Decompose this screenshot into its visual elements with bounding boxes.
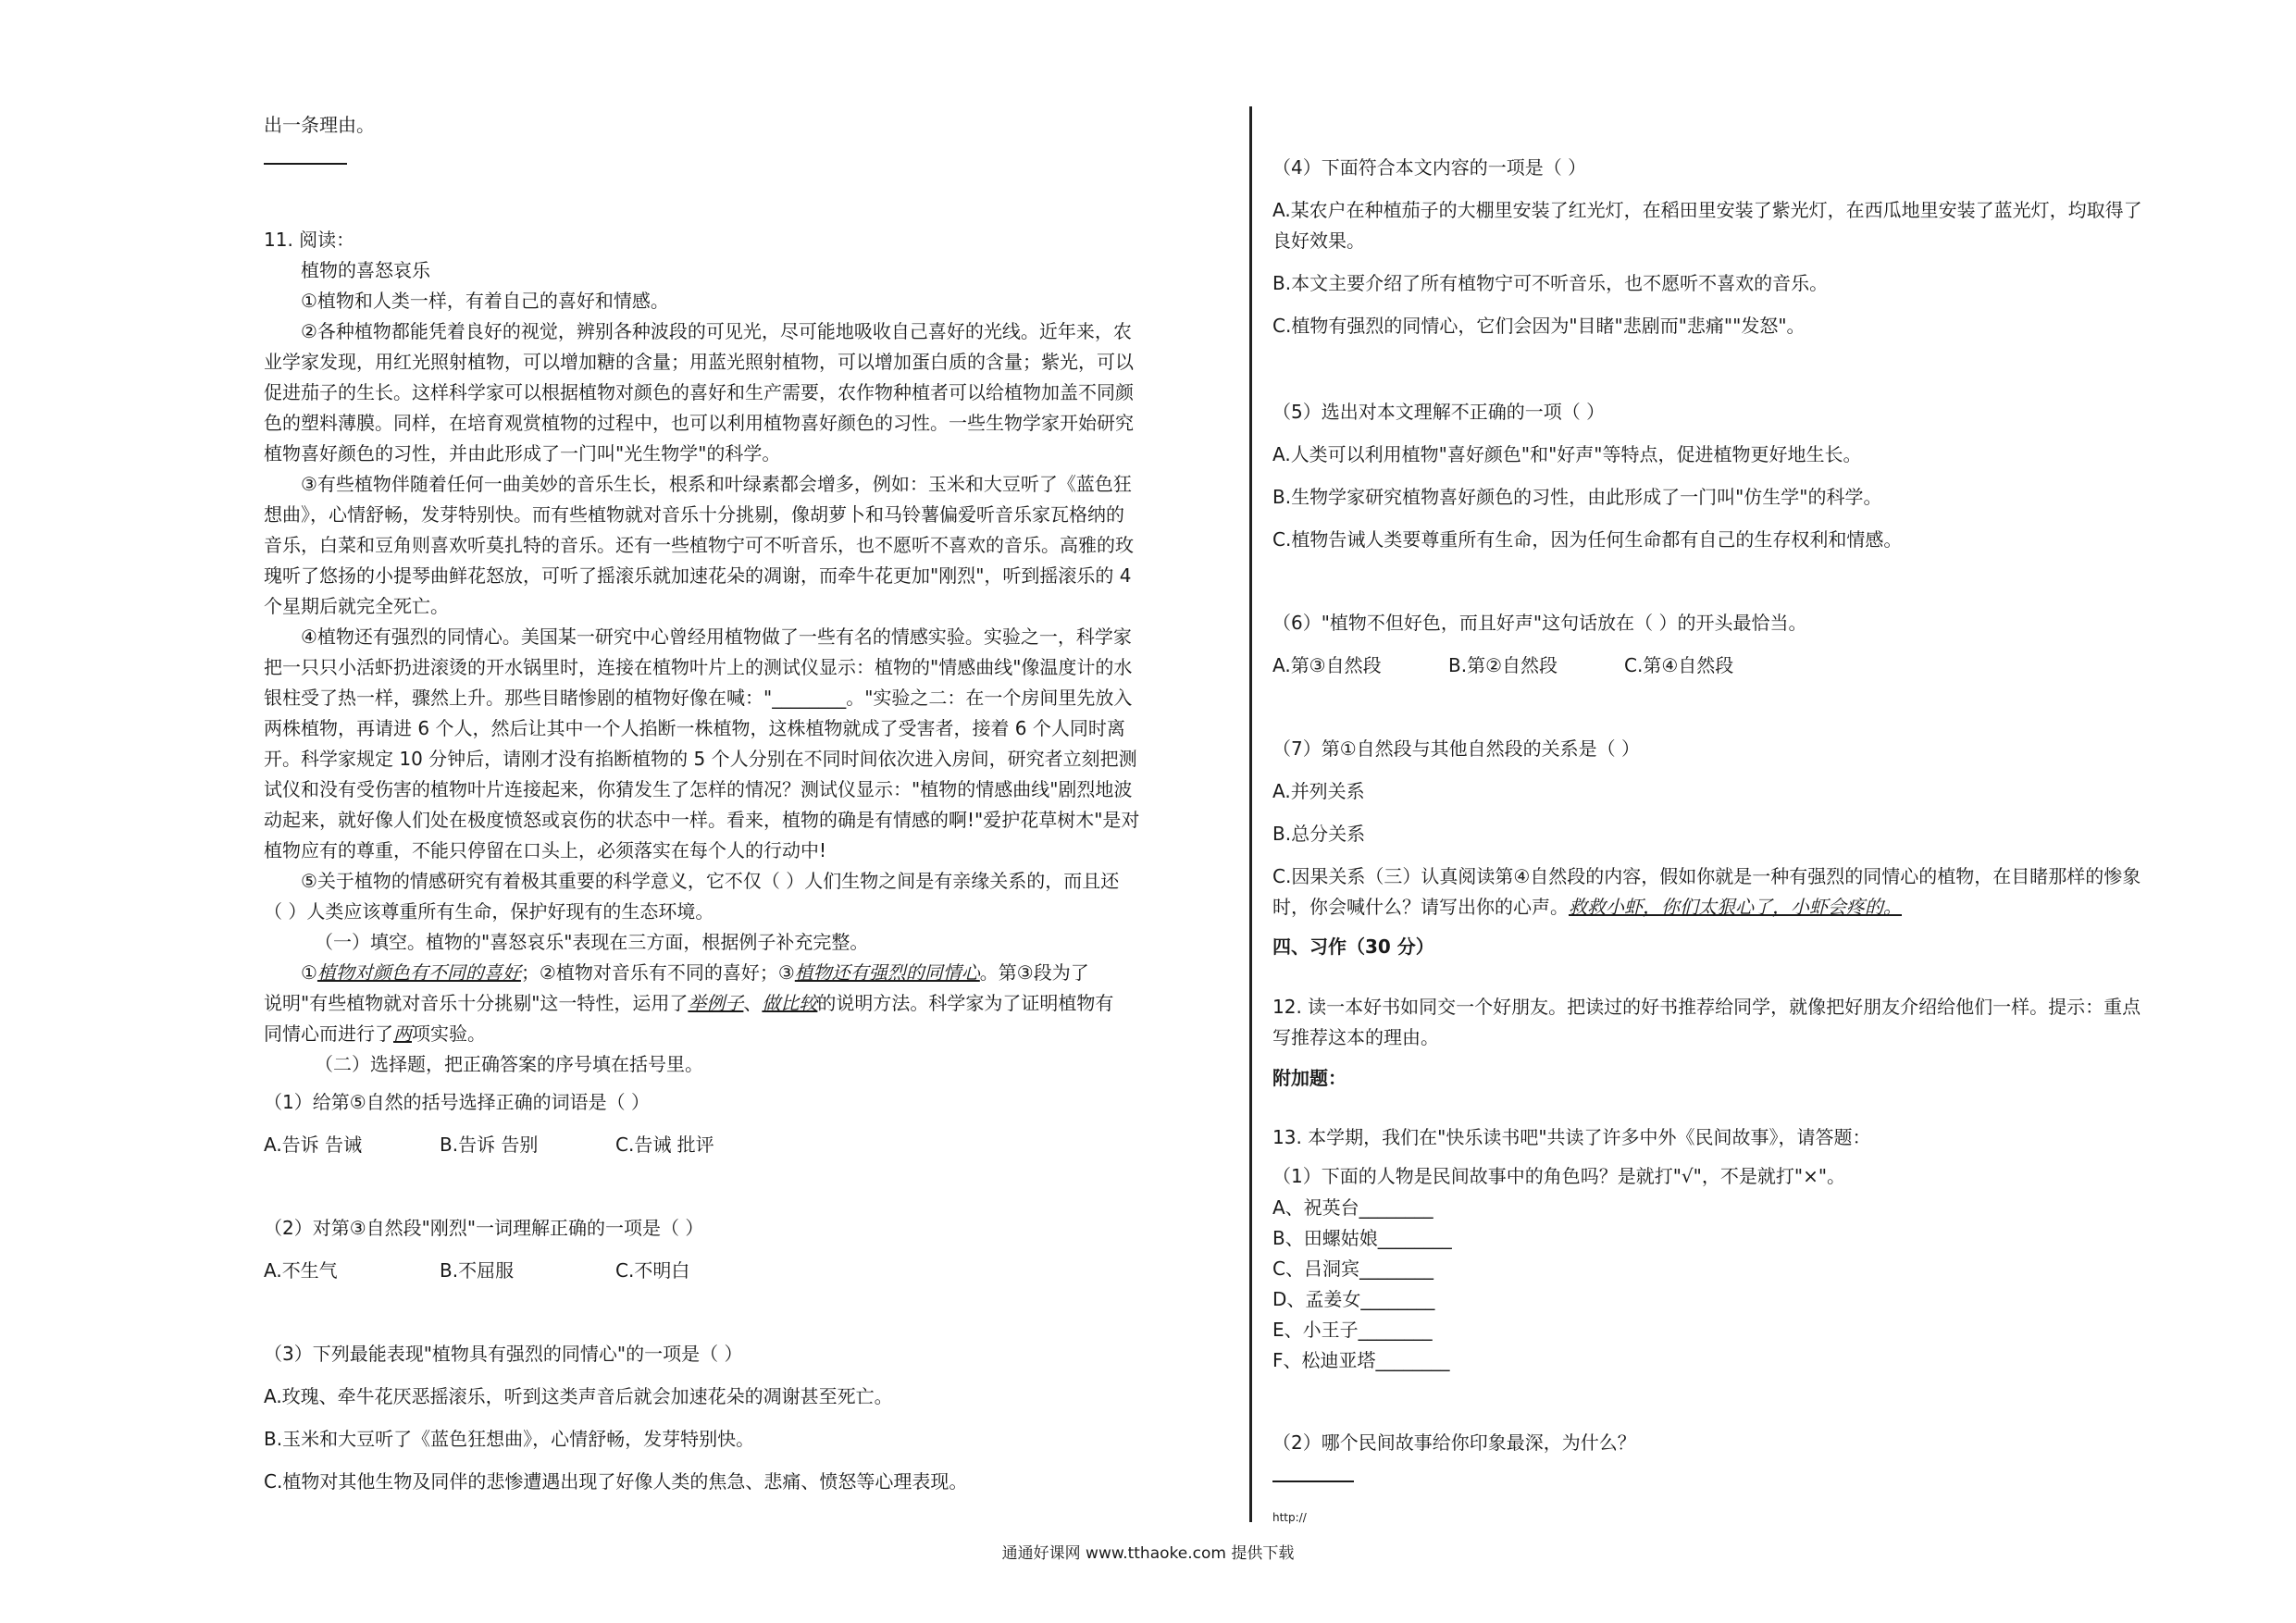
fill-answer: 做比较	[762, 992, 818, 1014]
column-divider	[1249, 106, 1252, 1522]
q11-label: 11. 阅读：	[264, 229, 355, 251]
fill-line-2: 说明"有些植物就对音乐十分挑剔"这一特性，运用了举例子、做比较的说明方法。科学家为了证明植物有	[264, 992, 1114, 1014]
answer-line	[264, 163, 347, 165]
answer-line	[1272, 1481, 1354, 1482]
question-5-option-b: B.生物学家研究植物喜好颜色的习性，由此形成了一门叫"仿生学"的科学。	[1272, 486, 1882, 508]
choice-heading: （二）选择题，把正确答案的序号填在括号里。	[315, 1053, 703, 1075]
question-4-option-b: B.本文主要介绍了所有植物宁可不听音乐，也不愿听不喜欢的音乐。	[1272, 272, 1829, 294]
question-3-option-b: B.玉米和大豆听了《蓝色狂想曲》，心情舒畅，发芽特别快。	[264, 1428, 755, 1450]
question-13-1: （1）下面的人物是民间故事中的角色吗？是就打"√"，不是就打"×"。	[1272, 1165, 1846, 1187]
question-13: 13. 本学期，我们在"快乐读书吧"共读了许多中外《民间故事》，请答题：	[1272, 1126, 1871, 1148]
fill-heading: （一）填空。植物的"喜怒哀乐"表现在三方面，根据例子补充完整。	[315, 931, 869, 953]
question-4-option-c: C.植物有强烈的同情心，它们会因为"目睹"悲剧而"悲痛""发怒"。	[1272, 315, 1806, 337]
question-4-option-a: A.某农户在种植茄子的大棚里安装了红光灯，在稻田里安装了紫光灯，在西瓜地里安装了蓝光灯，均取得了	[1272, 199, 2142, 221]
character-item: F、松迪亚塔________	[1272, 1349, 1450, 1371]
question-5-option-c: C.植物告诫人类要尊重所有生命，因为任何生命都有自己的生存权利和情感。	[1272, 528, 1903, 551]
character-item: E、小王子________	[1272, 1319, 1433, 1341]
question-5: （5）选出对本文理解不正确的一项（ ）	[1272, 401, 1606, 423]
extra-heading: 附加题：	[1272, 1067, 1347, 1089]
section-4-heading: 四、习作（30 分）	[1272, 935, 1434, 958]
question-7-option-c: C.因果关系（三）认真阅读第④自然段的内容，假如你就是一种有强烈的同情心的植物，在目睹那样的惨象	[1272, 865, 2141, 887]
passage-title: 植物的喜怒哀乐	[301, 259, 430, 281]
fill-line-1: ①植物对颜色有不同的喜好；②植物对音乐有不同的喜好；③植物还有强烈的同情心。第③段为了	[301, 961, 1089, 984]
question-5-option-a: A.人类可以利用植物"喜好颜色"和"好声"等特点，促进植物更好地生长。	[1272, 443, 1862, 465]
character-item: C、吕洞宾________	[1272, 1258, 1433, 1280]
question-4: （4）下面符合本文内容的一项是（ ）	[1272, 156, 1587, 179]
question-7-option-b: B.总分关系	[1272, 823, 1366, 845]
question-13-2: （2）哪个民间故事给你印象最深，为什么？	[1272, 1431, 1636, 1454]
question-7-option-a: A.并列关系	[1272, 780, 1365, 802]
question-7-option-c-cont: 时，你会喊什么？请写出你的心声。救救小虾，你们太狠心了，小虾会疼的。	[1272, 896, 1902, 918]
question-12-cont: 写推荐这本的理由。	[1272, 1026, 1439, 1048]
question-3-option-c: C.植物对其他生物及同伴的悲惨遭遇出现了好像人类的焦急、悲痛、愤怒等心理表现。	[264, 1470, 968, 1493]
question-7: （7）第①自然段与其他自然段的关系是（ ）	[1272, 737, 1641, 760]
character-item: B、田螺姑娘________	[1272, 1227, 1452, 1249]
paragraph-1: ①植物和人类一样，有着自己的喜好和情感。	[301, 290, 669, 312]
fill-answer: 两	[393, 1022, 412, 1045]
fill-line-3: 同情心而进行了两项实验。	[264, 1022, 486, 1045]
question-4-option-a-cont: 良好效果。	[1272, 229, 1365, 252]
question-1: （1）给第⑤自然的括号选择正确的词语是（ ）	[264, 1091, 651, 1113]
fill-answer: 植物对颜色有不同的喜好	[316, 961, 521, 984]
answer-text: 救救小虾，你们太狠心了，小虾会疼的。	[1569, 896, 1902, 918]
character-item: A、祝英台________	[1272, 1196, 1433, 1219]
question-3-option-a: A.玫瑰、牵牛花厌恶摇滚乐，听到这类声音后就会加速花朵的凋谢甚至死亡。	[264, 1385, 893, 1407]
character-item: D、孟姜女________	[1272, 1288, 1435, 1310]
fill-answer: 举例子	[688, 992, 744, 1014]
question-3: （3）下列最能表现"植物具有强烈的同情心"的一项是（ ）	[264, 1343, 743, 1365]
url-text: http://	[1272, 1511, 1307, 1524]
fill-answer: 植物还有强烈的同情心	[794, 961, 980, 984]
question-2: （2）对第③自然段"刚烈"一词理解正确的一项是（ ）	[264, 1217, 704, 1239]
footer-text: 通通好课网 www.tthaoke.com 提供下载	[1001, 1544, 1295, 1563]
question-6: （6）"植物不但好色，而且好声"这句话放在（ ）的开头最恰当。	[1272, 612, 1807, 634]
question-12: 12. 读一本好书如同交一个好朋友。把读过的好书推荐给同学，就像把好朋友介绍给他们一样。提示：重点	[1272, 996, 2141, 1018]
intro-text: 出一条理由。	[264, 114, 375, 136]
